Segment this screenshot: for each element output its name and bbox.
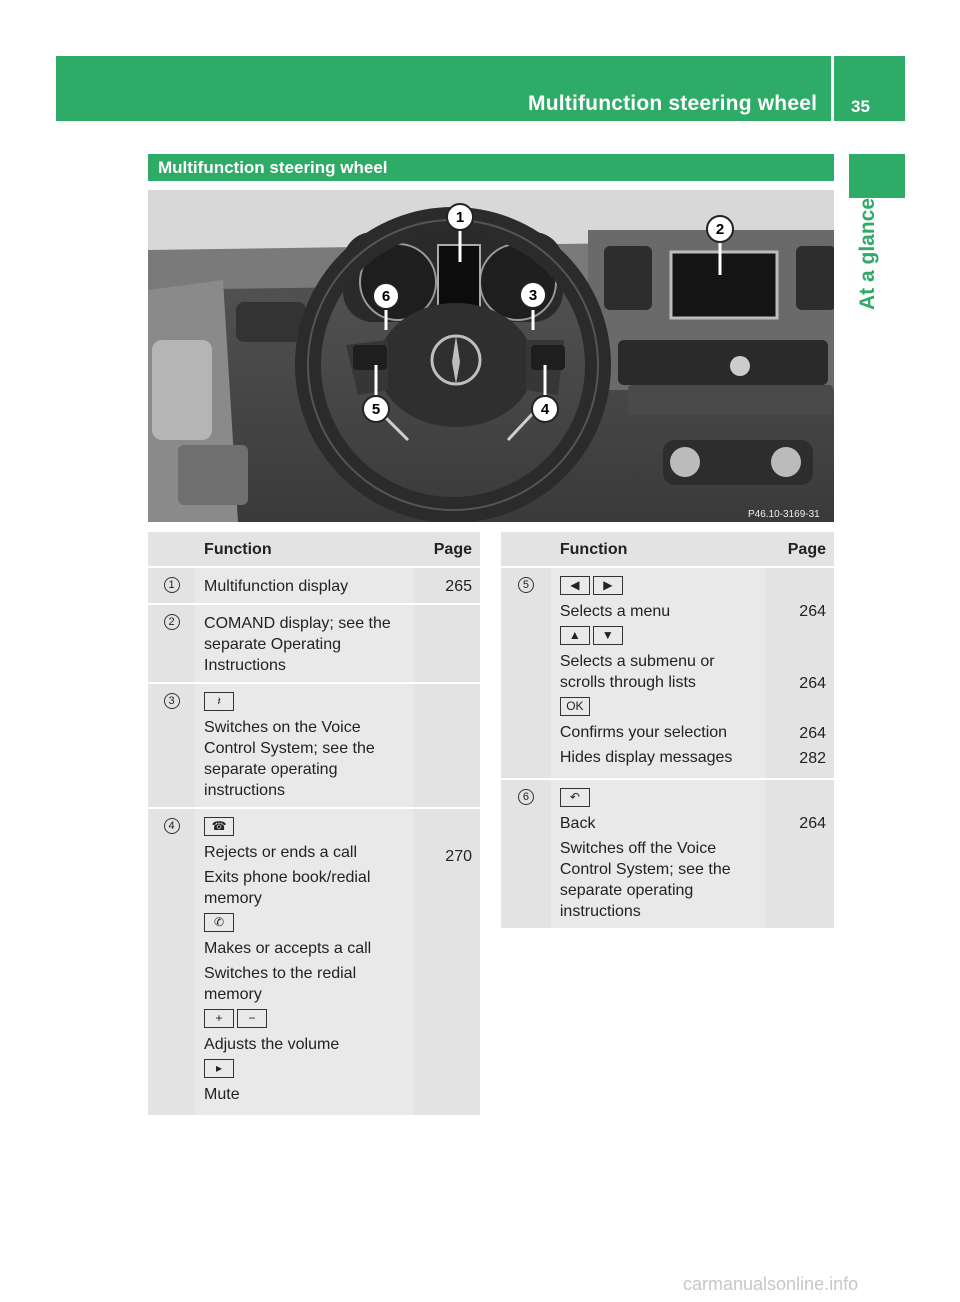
header-separator [831, 56, 834, 121]
table-row [148, 568, 480, 603]
function-text: separate operating [559, 882, 694, 899]
volume-up-icon: + [204, 1009, 234, 1028]
photo-code: P46.10-3169-31 [748, 509, 820, 520]
row-number: 6 [518, 789, 534, 805]
page-ref: 282 [799, 750, 826, 767]
table-row [148, 684, 480, 807]
function-text: COMAND display; see the [204, 615, 391, 632]
function-text: separate Operating [204, 636, 342, 653]
table-row [501, 780, 834, 928]
function-text: Selects a submenu or [559, 653, 715, 670]
function-text: Rejects or ends a call [204, 844, 358, 861]
side-tab-label: At a glance [856, 197, 879, 310]
row-number: 5 [518, 577, 534, 593]
function-text: Switches on the Voice [204, 719, 361, 736]
page-ref: 264 [799, 815, 826, 832]
page-ref: 264 [799, 675, 826, 692]
header-title: Multifunction steering wheel [528, 92, 818, 115]
function-text: Control System; see the [204, 740, 375, 757]
mute-icon: ▸ [204, 1059, 234, 1078]
table-header-row [501, 532, 834, 566]
function-table-right [501, 532, 834, 928]
function-text: Selects a menu [559, 603, 671, 620]
row-number: 3 [164, 693, 180, 709]
table-row [148, 605, 480, 682]
function-text: Confirms your selection [559, 724, 728, 741]
function-text: Control System; see the [559, 861, 731, 878]
callout-1: 1 [455, 209, 465, 226]
header-page: Page [765, 532, 834, 566]
watermark: carmanualsonline.info [683, 1274, 859, 1294]
function-text: Exits phone book/redial memory [204, 869, 371, 907]
steering-wheel-photo [148, 190, 834, 522]
hang-up-icon: ☎ [204, 817, 234, 836]
table-row [148, 809, 480, 1115]
callout-4: 4 [540, 401, 550, 418]
left-arrow-icon: ◀ [560, 576, 590, 595]
function-text: Switches to the redial memory [204, 965, 357, 1003]
header-num [501, 532, 551, 566]
function-text: Switches off the Voice [559, 840, 717, 857]
page-number: 35 [851, 97, 870, 116]
page-ref: 264 [799, 725, 826, 742]
function-text: Multifunction display [204, 578, 349, 595]
voice-icon: 𝄽 [204, 692, 234, 711]
function-text: Back [559, 815, 596, 832]
header-num [148, 532, 195, 566]
function-text: instructions [559, 903, 641, 920]
function-text: Adjusts the volume [204, 1036, 340, 1053]
function-text: Instructions [204, 657, 286, 674]
function-table-left [148, 532, 480, 1115]
up-arrow-icon: ▲ [560, 626, 590, 645]
function-text: Hides display messages [559, 749, 733, 766]
function-text: separate operating [204, 761, 338, 778]
callout-3: 3 [528, 287, 538, 304]
volume-down-icon: − [237, 1009, 267, 1028]
row-number: 4 [164, 818, 180, 834]
function-text: instructions [204, 782, 285, 799]
down-arrow-icon: ▼ [593, 626, 623, 645]
header-function: Function [195, 532, 414, 566]
row-number: 1 [164, 577, 180, 593]
header-page: Page [414, 532, 480, 566]
back-icon: ↶ [560, 788, 590, 807]
page-ref: 270 [445, 848, 472, 865]
function-text: Mute [204, 1086, 240, 1103]
callout-6: 6 [381, 288, 391, 305]
page-ref: 265 [445, 578, 472, 595]
section-title: Multifunction steering wheel [158, 158, 388, 177]
page-ref: 264 [799, 603, 826, 620]
row-number: 2 [164, 614, 180, 630]
callout-2: 2 [715, 221, 725, 238]
table-header-row [148, 532, 480, 566]
phone-icon: ✆ [204, 913, 234, 932]
header-function: Function [551, 532, 765, 566]
right-arrow-icon: ▶ [593, 576, 623, 595]
function-text: scrolls through lists [559, 674, 696, 691]
ok-key: OK [560, 697, 590, 716]
function-text: Makes or accepts a call [204, 940, 372, 957]
callout-5: 5 [371, 401, 381, 418]
table-row [501, 568, 834, 778]
side-tab-box [849, 154, 905, 198]
